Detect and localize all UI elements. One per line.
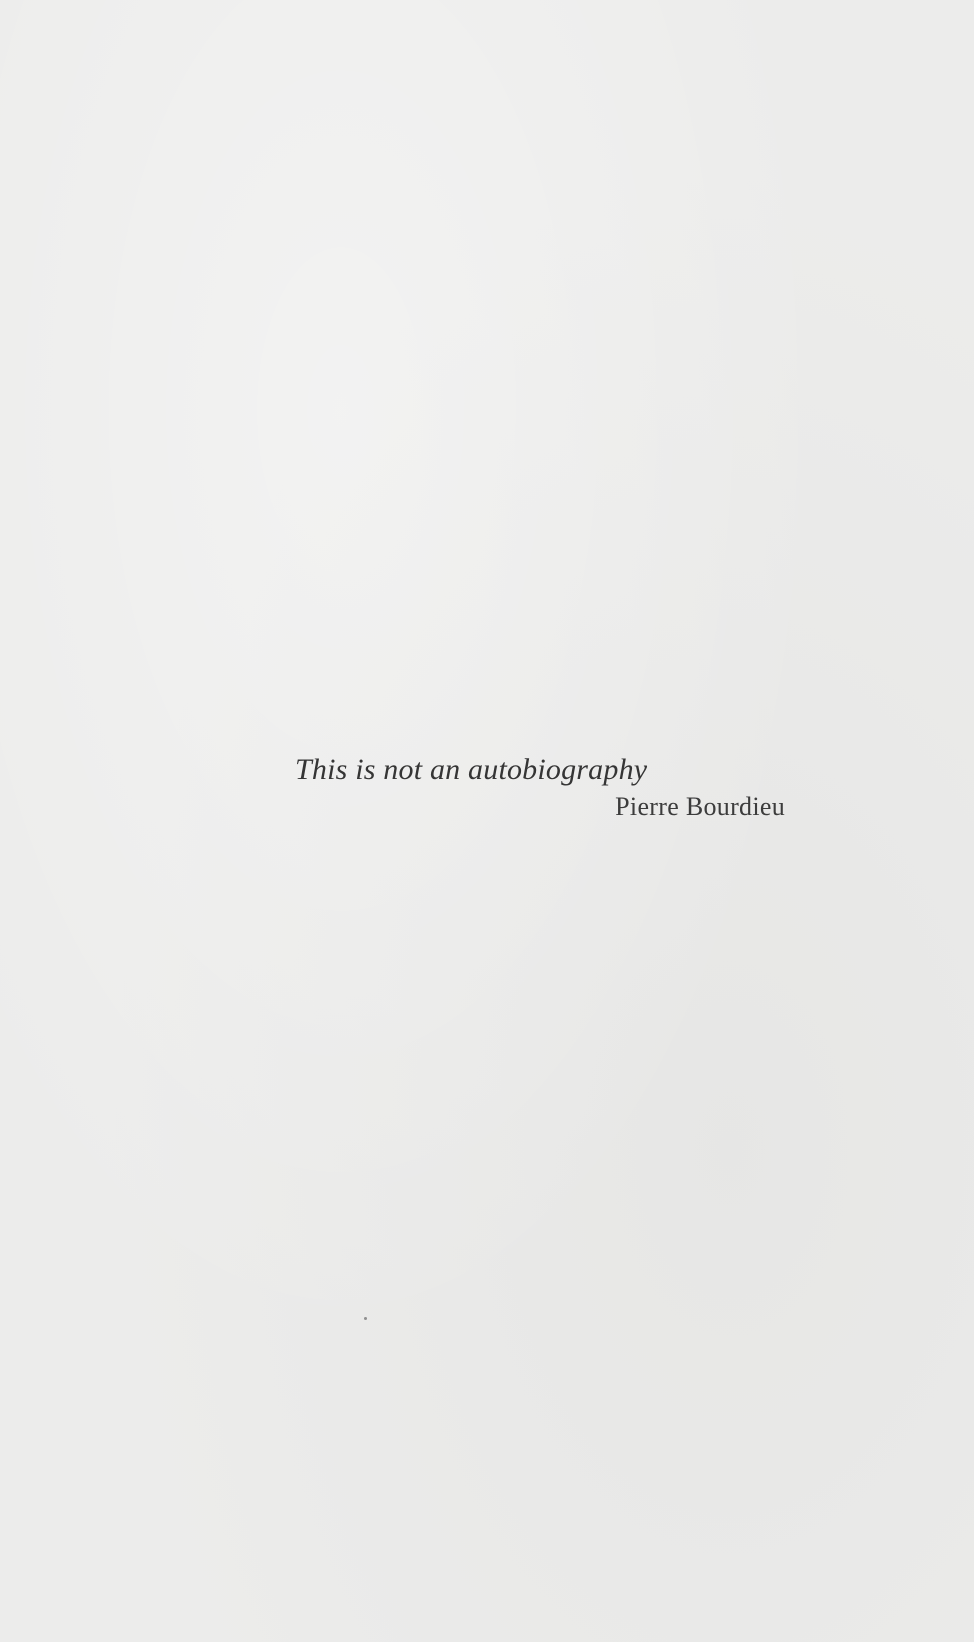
- epigraph-attribution: Pierre Bourdieu: [615, 792, 785, 821]
- paper-speck: [364, 1317, 367, 1320]
- epigraph-quote: This is not an autobiography: [295, 753, 648, 786]
- epigraph: [295, 752, 785, 822]
